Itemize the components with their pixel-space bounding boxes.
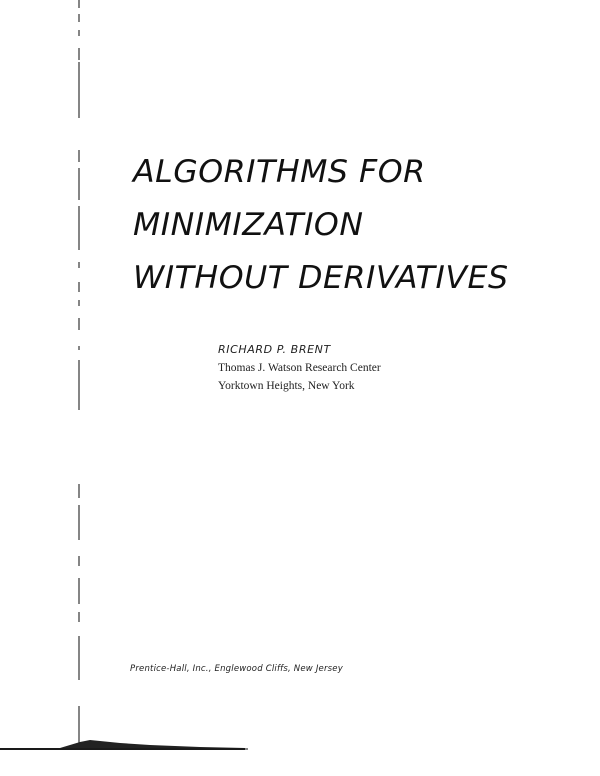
book-title-line-2: MINIMIZATION: [133, 207, 364, 243]
book-title-line-3: WITHOUT DERIVATIVES: [133, 260, 509, 296]
author-name: RICHARD P. BRENT: [218, 343, 331, 356]
book-title-line-1: ALGORITHMS FOR: [133, 154, 426, 190]
author-affiliation-line-2: Yorktown Heights, New York: [218, 380, 355, 392]
author-affiliation-line-1: Thomas J. Watson Research Center: [218, 362, 381, 374]
publisher-imprint: Prentice-Hall, Inc., Englewood Cliffs, New Jersey: [130, 664, 343, 674]
